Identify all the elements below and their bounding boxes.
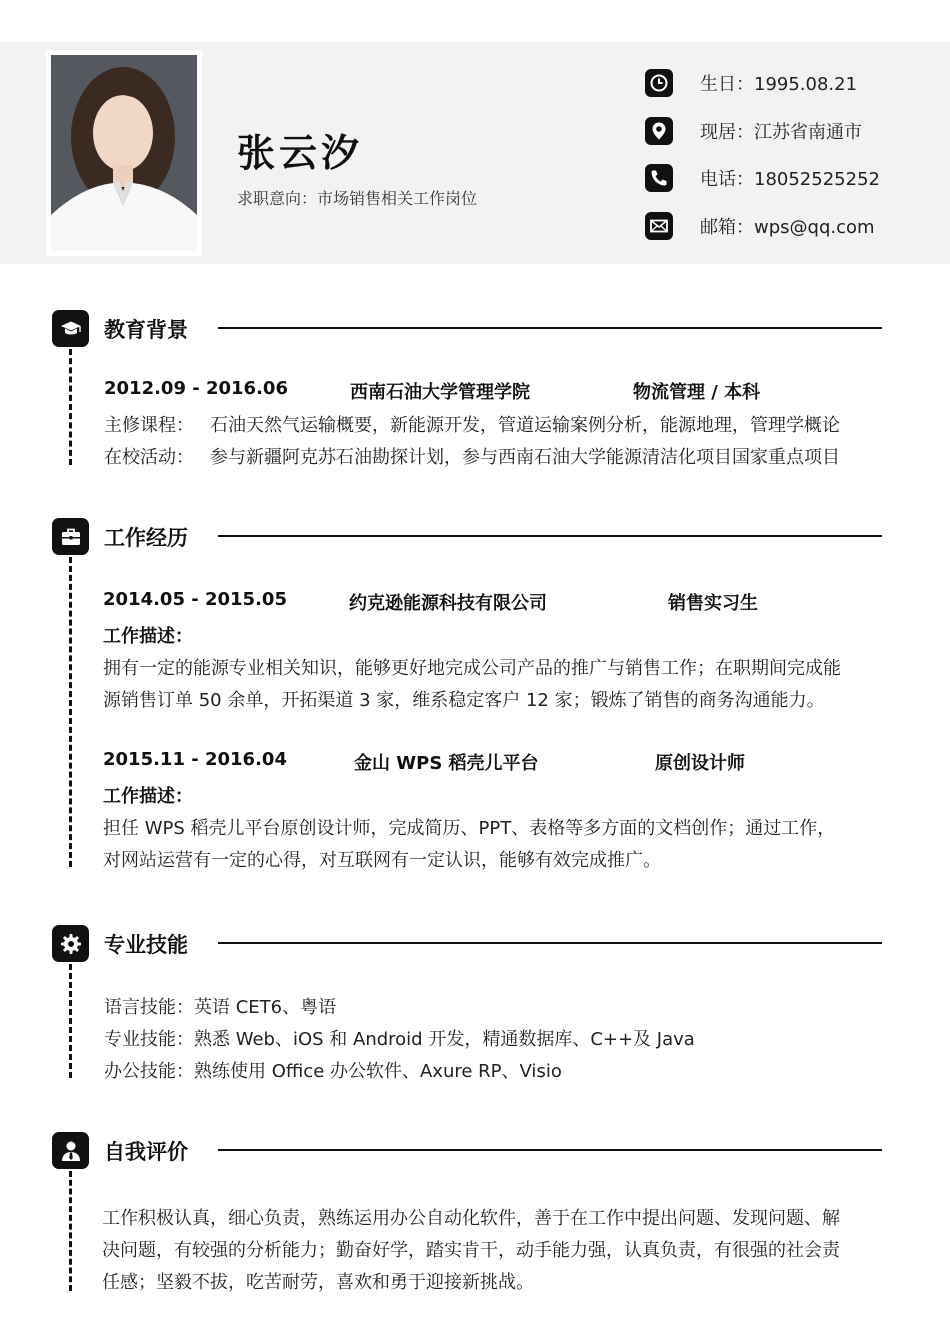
timeline-dash [69,349,72,465]
timeline-dash [69,1171,72,1291]
section-title-self-evaluation: 自我评价 [104,1140,188,1164]
activities-label: 在校活动： [104,447,194,468]
contact-text: 现居：江苏省南通市 [700,122,862,143]
contact-text: 电话：18052525252 [700,169,880,190]
timeline-dash [69,964,72,1078]
candidate-name: 张云汐 [237,131,364,175]
contact-text: 邮箱：wps@qq.com [700,217,875,238]
person-tie-icon [52,1132,89,1169]
job-period: 2015.11 - 2016.04 [103,749,287,770]
job-company: 约克逊能源科技有限公司 [349,593,547,614]
self-eval-line: 任感；坚毅不拔，吃苦耐劳，喜欢和勇于迎接新挑战。 [102,1272,534,1293]
job-desc-line: 拥有一定的能源专业相关知识，能够更好地完成公司产品的推广与销售工作；在职期间完成能 [103,658,841,679]
timeline-dash [69,557,72,867]
job-role: 原创设计师 [655,753,745,774]
self-eval-line: 决问题，有较强的分析能力；勤奋好学，踏实肯干，动手能力强，认真负责，有很强的社会责 [102,1240,840,1261]
contact-residence [645,116,862,146]
job-intent: 求职意向：市场销售相关工作岗位 [237,189,478,208]
location-pin-icon [645,117,673,145]
contact-birthday [645,68,857,98]
job-period: 2014.05 - 2015.05 [103,589,287,610]
graduation-cap-icon [52,310,89,347]
skill-item: 办公技能：熟练使用 Office 办公软件、Axure RP、Visio [104,1061,562,1082]
education-school: 西南石油大学管理学院 [350,382,530,403]
clock-icon [645,69,673,97]
section-divider [218,535,882,537]
courses-label: 主修课程： [104,415,194,436]
contact-text: 生日：1995.08.21 [700,74,858,95]
contact-email [645,211,875,241]
job-desc-label: 工作描述： [103,626,193,647]
briefcase-icon [52,518,89,555]
skill-item: 专业技能：熟悉 Web、iOS 和 Android 开发，精通数据库、C++及 Java [104,1029,695,1050]
job-desc-label: 工作描述： [103,786,193,807]
phone-icon [645,164,673,192]
mail-icon [645,212,673,240]
education-period: 2012.09 - 2016.06 [104,378,288,399]
job-role: 销售实习生 [668,593,758,614]
section-title-education: 教育背景 [104,318,188,342]
contact-phone [645,163,880,193]
education-major: 物流管理 / 本科 [633,382,761,403]
section-title-skills: 专业技能 [104,933,188,957]
profile-photo [46,50,202,256]
section-divider [218,1149,882,1151]
self-eval-line: 工作积极认真，细心负责，熟练运用办公自动化软件，善于在工作中提出问题、发现问题、解 [102,1208,840,1229]
section-divider [218,942,882,944]
job-desc-line: 担任 WPS 稻壳儿平台原创设计师，完成简历、PPT、表格等多方面的文档创作；通过工作， [103,818,836,839]
activities-text: 参与新疆阿克苏石油勘探计划，参与西南石油大学能源清洁化项目国家重点项目 [210,447,840,468]
job-company: 金山 WPS 稻壳儿平台 [354,753,539,774]
job-desc-line: 对网站运营有一定的心得，对互联网有一定认识，能够有效完成推广。 [103,850,661,871]
section-title-work: 工作经历 [104,526,188,550]
skill-item: 语言技能：英语 CET6、粤语 [104,997,337,1018]
courses-text: 石油天然气运输概要，新能源开发，管道运输案例分析，能源地理，管理学概论 [210,415,840,436]
section-divider [218,327,882,329]
job-desc-line: 源销售订单 50 余单，开拓渠道 3 家，维系稳定客户 12 家；锻炼了销售的商务沟通能力。 [103,690,825,711]
gear-icon [52,925,89,962]
